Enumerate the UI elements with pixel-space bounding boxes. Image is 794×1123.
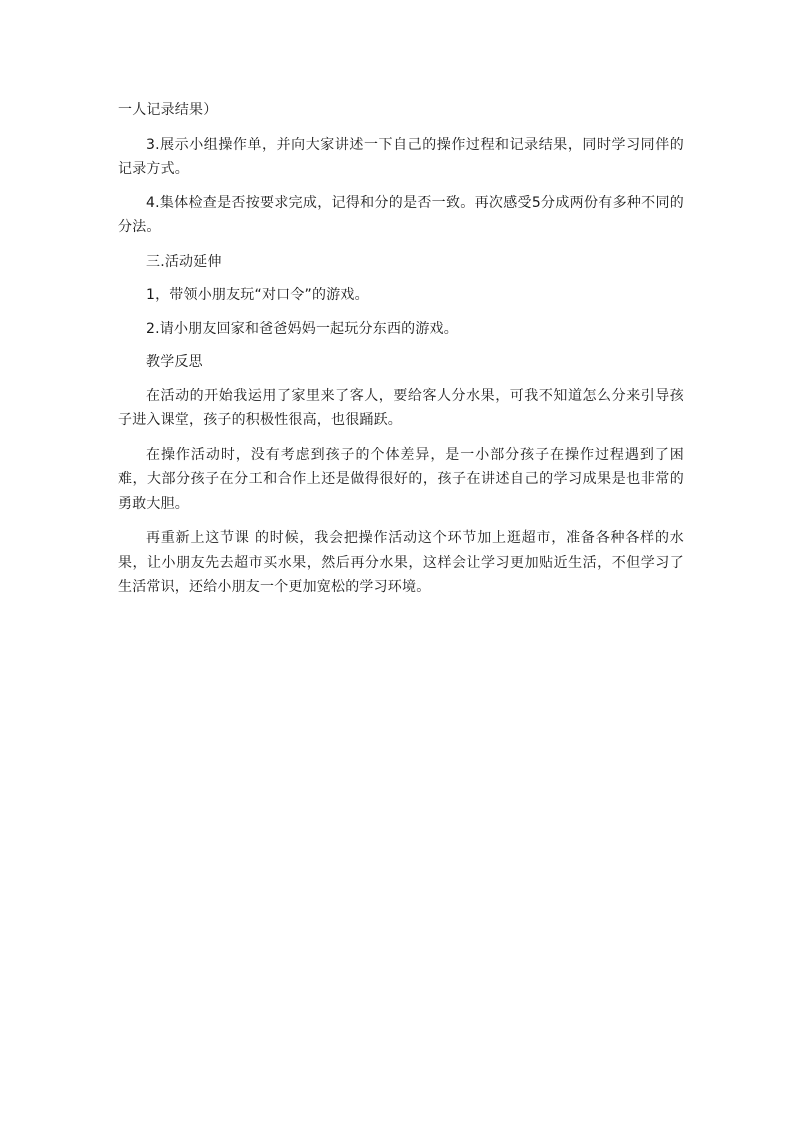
paragraph-extension-2: 2.请小朋友回家和爸爸妈妈一起玩分东西的游戏。	[146, 320, 458, 337]
section-heading-teaching-reflection: 教学反思	[146, 354, 203, 370]
paragraph-reflection-2: 在操作活动时，没有考虑到孩子的个体差异，是一小部分孩子在操作过程遇到了困难，大部分孩子在分工和合作上还是做得很好的，孩子在讲述自己的学习成果是也非常的勇敢大胆。	[118, 446, 684, 512]
paragraph-reflection-3: 再重新上这节课 的时候，我会把操作活动这个环节加上逛超市，准备各种各样的水果，让小朋友先去超市买水果，然后再分水果，这样会让学习更加贴近生活，不但学习了生活常识，还给小朋友一个更加宽松的学习环境。	[118, 530, 684, 595]
paragraph-extension-1: 1，带领小朋友玩“对口令”的游戏。	[146, 287, 369, 303]
paragraph-step-3: 3.展示小组操作单，并向大家讲述一下自己的操作过程和记录结果，同时学习同伴的记录方式。	[118, 136, 684, 177]
document-body	[118, 98, 684, 600]
section-heading-activity-extension: 三.活动延伸	[146, 253, 222, 270]
paragraph-record-result: 一人记录结果）	[118, 102, 218, 118]
paragraph-step-4: 4.集体检查是否按要求完成，记得和分的是否一致。再次感受5分成两份有多种不同的分法。	[118, 194, 684, 235]
paragraph-reflection-1: 在活动的开始我运用了家里来了客人，要给客人分水果，可我不知道怎么分来引导孩子进入课堂，孩子的积极性很高，也很踊跃。	[118, 387, 684, 428]
